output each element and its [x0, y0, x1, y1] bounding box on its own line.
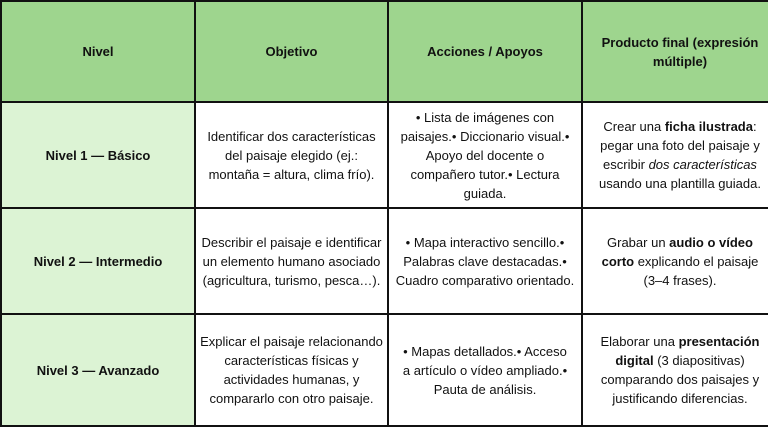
level-cell: Nivel 3 — Avanzado [1, 314, 195, 426]
header-objetivo: Objetivo [195, 1, 388, 102]
product-text: Crear una [603, 119, 665, 134]
product-highlight: audio o vídeo corto [601, 234, 753, 269]
product-emphasis: dos características [648, 157, 757, 172]
product-cell [582, 314, 768, 426]
objective-cell: Identificar dos características del paisaje elegido (ej.: montaña = altura, clima frío). [195, 102, 388, 208]
product-highlight: presentación digital [615, 334, 760, 368]
objective-cell: Describir el paisaje e identificar un elemento humano asociado (agricultura, turismo, pesca…). [195, 208, 388, 314]
product-text: Elaborar una [600, 334, 679, 349]
table-row [1, 314, 768, 426]
header-acciones: Acciones / Apoyos [388, 1, 582, 102]
header-nivel: Nivel [1, 1, 195, 102]
header-producto: Producto final (expresión múltiple) [582, 1, 768, 102]
level-cell: Nivel 1 — Básico [1, 102, 195, 208]
actions-cell: • Lista de imágenes con paisajes.• Diccionario visual.• Apoyo del docente o compañero tutor.• Lectura guiada. [388, 102, 582, 208]
table-row [1, 102, 768, 208]
product-text: : pegar una foto del paisaje y escribir [600, 119, 760, 172]
product-cell [582, 102, 768, 208]
product-text: explicando el paisaje (3–4 frases). [634, 253, 759, 288]
table-row [1, 208, 768, 314]
product-text: (3 diapositivas) comparando dos paisajes y justificando diferencias. [600, 353, 760, 406]
actions-cell: • Mapas detallados.• Acceso a artículo o vídeo ampliado.• Pauta de análisis. [388, 314, 582, 426]
header-row [1, 1, 768, 102]
product-text: Grabar un [607, 234, 670, 250]
product-cell [582, 208, 768, 314]
objective-cell: Explicar el paisaje relacionando características físicas y actividades humanas, y compararlo con otro paisaje. [195, 314, 388, 426]
product-text: usando una plantilla guiada. [599, 176, 761, 191]
level-cell: Nivel 2 — Intermedio [1, 208, 195, 314]
product-highlight: ficha ilustrada [664, 119, 753, 134]
actions-cell: • Mapa interactivo sencillo.• Palabras clave destacadas.• Cuadro comparativo orientado. [388, 208, 582, 314]
